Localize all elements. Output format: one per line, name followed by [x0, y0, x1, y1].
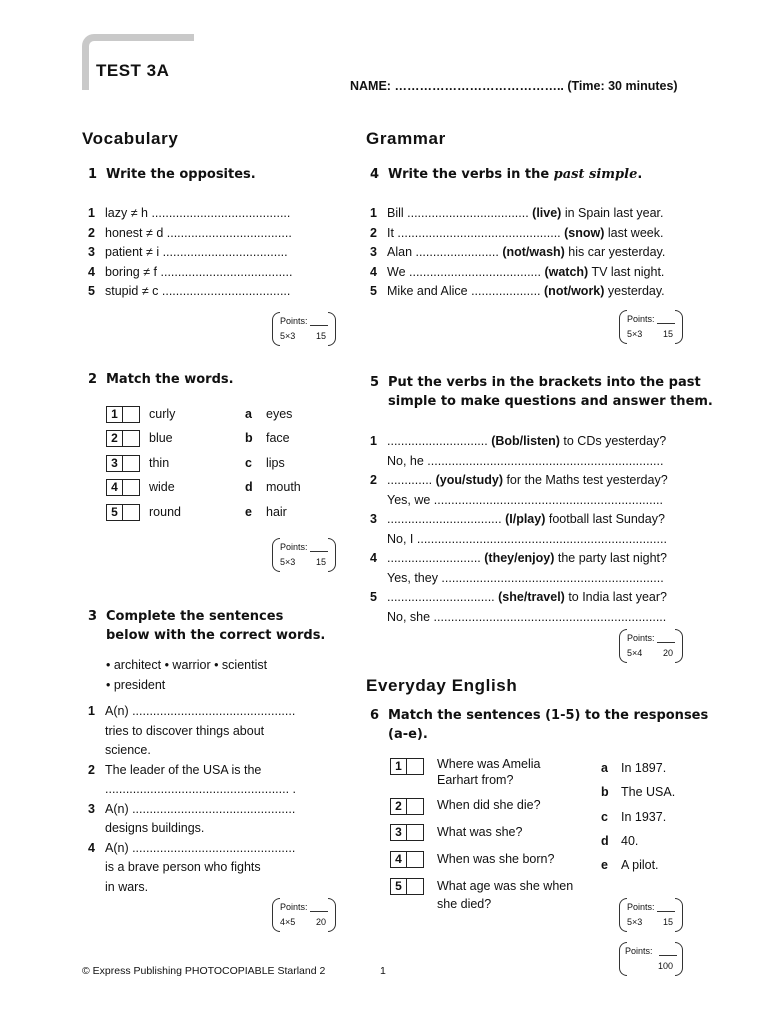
q3-points-box: Points: 4×5 20 — [272, 898, 336, 932]
everyday-english-heading: Everyday English — [366, 676, 518, 695]
answer-box[interactable]: 2 — [390, 798, 424, 815]
q6-response: d 40. — [601, 833, 639, 848]
q4-items — [370, 206, 665, 304]
q1-item: 4 boring ≠ f ...................................... — [88, 264, 293, 279]
q6-sentence: What was she? — [437, 825, 523, 839]
q3-line: is a brave person who fights — [105, 860, 261, 874]
q6-response: b The USA. — [601, 785, 676, 800]
q3-line: 4 A(n) ............................................... — [88, 840, 296, 855]
q1-items — [88, 206, 292, 304]
q2-instruction: 2 Match the words. — [88, 372, 234, 387]
q3-line: science. — [105, 743, 151, 757]
q4-item: 2 It ............................................... (snow) last week. — [370, 225, 664, 240]
q3-line: in wars. — [105, 879, 149, 894]
q4-item: 3 Alan ........................ (not/wash) his car yesterday. — [370, 245, 666, 259]
answer-box[interactable]: 4 — [390, 851, 424, 868]
q3-line: 2 The leader of the USA is the — [88, 762, 262, 777]
q6-instruction: 6 Match the sentences (1-5) to the responses (a-e). — [370, 708, 709, 742]
total-points-box: Points: 100 — [619, 942, 683, 976]
q4-instruction: 4 Write the verbs in the past simple. — [370, 167, 643, 182]
q2-match-table — [106, 406, 326, 531]
answer-box[interactable]: 3 — [390, 824, 424, 841]
q6-sentence: Where was Amelia Earhart from? — [437, 757, 541, 787]
q6-response: c In 1937. — [601, 809, 667, 824]
q6-response: a In 1897. — [601, 761, 667, 775]
q5-question: 5 ............................... (she/travel) to India last year? — [370, 590, 667, 604]
q6-points-box: Points: 5×3 15 — [619, 898, 683, 932]
q6-sentence: When did she die? — [437, 798, 541, 812]
q4-item: 5 Mike and Alice .................... (not/work) yesterday. — [370, 284, 665, 298]
answer-box[interactable]: 4 — [106, 479, 140, 496]
q5-instruction: 5 Put the verbs in the brackets into the past simple to make questions and answer them. — [370, 375, 713, 409]
q4-item: 4 We ...................................... (watch) TV last night. — [370, 264, 665, 279]
q5-answer: Yes, we .................................................................. — [387, 492, 664, 507]
q5-question: 3 ................................. (I/play) football last Sunday? — [370, 512, 665, 526]
q1-instruction: 1 Write the opposites. — [88, 167, 256, 182]
q1-item: 5 stupid ≠ c ..................................... — [88, 284, 291, 298]
q2-row: 3 thin c lips — [106, 455, 326, 477]
q3-word-bank: • architect • warrior • scientist • president — [106, 658, 268, 692]
q5-answer: No, he .................................................................... — [387, 453, 664, 468]
q1-item: 2 honest ≠ d .................................... — [88, 225, 292, 240]
q6-sentence: What age was she when she died? — [437, 879, 574, 911]
q3-line: 1 A(n) ............................................... — [88, 704, 296, 718]
q5-question: 4 ........................... (they/enjoy) the party last night? — [370, 551, 667, 565]
q3-line: tries to discover things about — [105, 723, 265, 738]
answer-box[interactable]: 2 — [106, 430, 140, 447]
q5-points-box: Points: 5×4 20 — [619, 629, 683, 663]
q5-answer: No, I ........................................................................ — [387, 531, 667, 546]
answer-box[interactable]: 1 — [106, 406, 140, 423]
q1-item: 1 lazy ≠ h ........................................ — [88, 206, 291, 220]
answer-box[interactable]: 5 — [390, 878, 424, 895]
q5-question: 2 ............. (you/study) for the Maths test yesterday? — [370, 473, 668, 487]
q5-answer: No, she ................................................................... — [387, 609, 667, 624]
q4-points-box: Points: 5×3 15 — [619, 310, 683, 344]
q3-instruction: 3 Complete the sentences below with the correct words. — [88, 609, 326, 643]
answer-box[interactable]: 5 — [106, 504, 140, 521]
test-title: TEST 3A — [96, 61, 170, 80]
q6-response: e A pilot. — [601, 858, 659, 873]
answer-box[interactable]: 3 — [106, 455, 140, 472]
q5-answer: Yes, they ................................................................ — [387, 570, 664, 585]
q1-item: 3 patient ≠ i .................................... — [88, 245, 288, 259]
vocabulary-heading: Vocabulary — [82, 129, 179, 148]
name-time-line: NAME: ………………………………….. (Time: 30 minutes) — [350, 79, 678, 93]
q5-question: 1 ............................. (Bob/listen) to CDs yesterday? — [370, 434, 667, 448]
q2-row: 5 round e hair — [106, 504, 326, 526]
q1-points-box: Points: 5×3 15 — [272, 312, 336, 346]
q3-sentences — [88, 702, 296, 897]
q6-sentence: When was she born? — [437, 852, 555, 866]
q3-line: designs buildings. — [105, 821, 205, 835]
grammar-heading: Grammar — [366, 129, 446, 148]
q3-line: ..................................................... . — [105, 782, 297, 796]
q2-points-box: Points: 5×3 15 — [272, 538, 336, 572]
q4-item: 1 Bill ................................... (live) in Spain last year. — [370, 206, 664, 220]
q2-row: 4 wide d mouth — [106, 479, 326, 501]
answer-box[interactable]: 1 — [390, 758, 424, 775]
q5-items — [370, 432, 668, 627]
q6-match-table — [390, 756, 710, 916]
q2-row: 2 blue b face — [106, 430, 326, 452]
footer-copyright: © Express Publishing PHOTOCOPIABLE Starland 2 — [82, 965, 326, 977]
q2-row: 1 curly a eyes — [106, 406, 326, 428]
q6-responses — [601, 756, 675, 877]
page-number: 1 — [380, 965, 386, 977]
q3-line: 3 A(n) ............................................... — [88, 801, 296, 816]
